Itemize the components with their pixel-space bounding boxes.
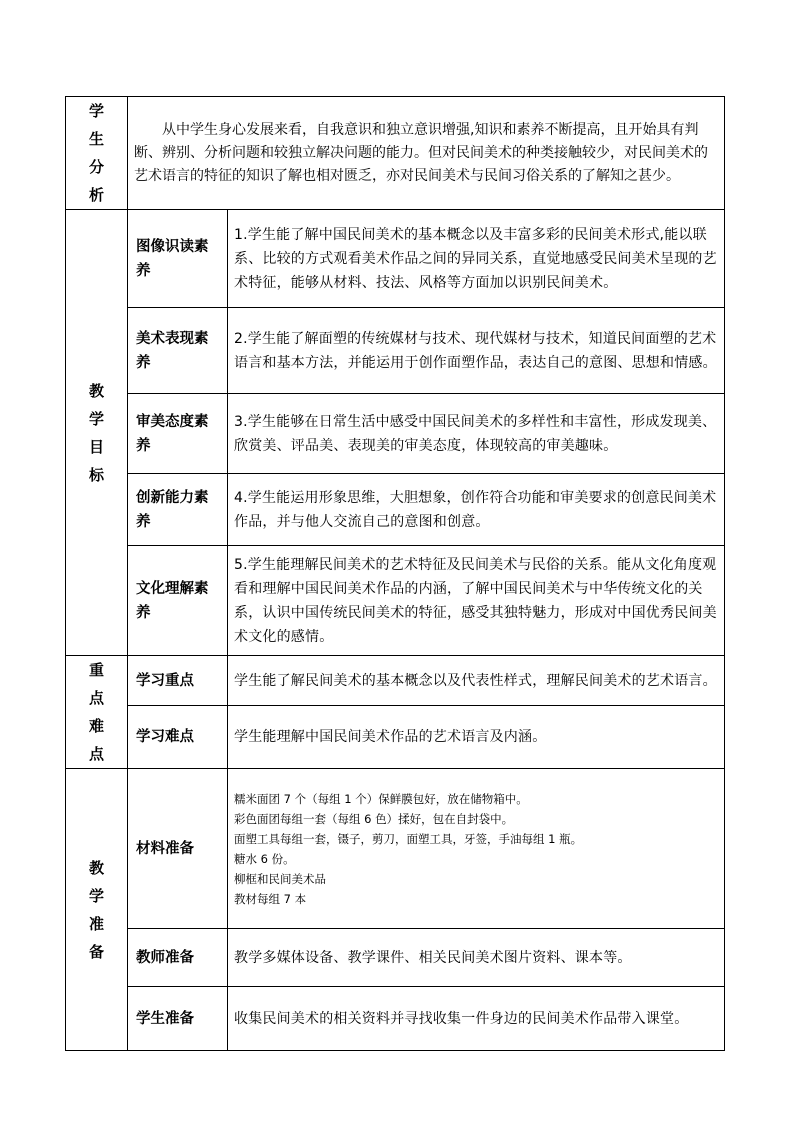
material-item: 糖水 6 份。	[234, 851, 295, 866]
prep-row-teacher	[66, 929, 725, 987]
prep-row-student	[66, 987, 725, 1051]
student-prep-text: 收集民间美术的相关资料并寻找收集一件身边的民间美术作品带入课堂。	[228, 987, 725, 1051]
keypoint-label: 学习重点	[128, 656, 228, 706]
goal-label: 文化理解素养	[128, 546, 228, 656]
material-item: 彩色面团每组一套（每组 6 色）揉好，包在自封袋中。	[234, 811, 514, 826]
goal-label: 美术表现素养	[128, 308, 228, 394]
goal-label: 图像识读素养	[128, 210, 228, 308]
material-item: 教材每组 7 本	[234, 891, 307, 906]
analysis-row	[66, 97, 725, 210]
prep-label: 教 学 准 备	[66, 769, 128, 1051]
goal-text: 5.学生能理解民间美术的艺术特征及民间美术与民俗的关系。能从文化角度观看和理解中国民间美术作品的内涵，了解中国民间美术与中华传统文化的关系，认识中国传统民间美术的特征，感受其独特魅力，形成对中国优秀民间美术文化的感情。	[228, 546, 725, 656]
goal-text: 4.学生能运用形象思维，大胆想象，创作符合功能和审美要求的创意民间美术作品，并与他人交流自己的意图和创意。	[228, 474, 725, 546]
analysis-text: 从中学生身心发展来看，自我意识和独立意识增强,知识和素养不断提高，且开始具有判断、辨别、分析问题和较独立解决问题的能力。但对民间美术的种类接触较少，对民间美术的艺术语言的特征的知识了解也相对匮乏，亦对民间美术与民间习俗关系的了解知之甚少。	[128, 97, 725, 210]
goal-row-5	[66, 546, 725, 656]
lesson-plan-table	[65, 96, 725, 1051]
keypoint-row-2	[66, 706, 725, 769]
goal-row-4	[66, 474, 725, 546]
goal-text: 1.学生能了解中国民间美术的基本概念以及丰富多彩的民间美术形式,能以联系、比较的方式观看美术作品之间的异同关系，直觉地感受民间美术呈现的艺术特征，能够从材料、技法、风格等方面加以识别民间美术。	[228, 210, 725, 308]
keypoints-label: 重 点 难 点	[66, 656, 128, 769]
goal-row-2	[66, 308, 725, 394]
student-prep-label: 学生准备	[128, 987, 228, 1051]
goal-text: 3.学生能够在日常生活中感受中国民间美术的多样性和丰富性，形成发现美、欣赏美、评品美、表现美的审美态度，体现较高的审美趣味。	[228, 394, 725, 474]
goal-row-1	[66, 210, 725, 308]
keypoint-text: 学生能了解民间美术的基本概念以及代表性样式，理解民间美术的艺术语言。	[228, 656, 725, 706]
keypoint-row-1	[66, 656, 725, 706]
goal-label: 创新能力素养	[128, 474, 228, 546]
material-item: 面塑工具每组一套，镊子，剪刀，面塑工具，牙签，手油每组 1 瓶。	[234, 831, 583, 846]
teacher-prep-text: 教学多媒体设备、教学课件、相关民间美术图片资料、课本等。	[228, 929, 725, 987]
teacher-prep-label: 教师准备	[128, 929, 228, 987]
keypoint-text: 学生能理解中国民间美术作品的艺术语言及内涵。	[228, 706, 725, 769]
material-item: 糯米面团 7 个（每组 1 个）保鲜膜包好，放在储物箱中。	[234, 791, 528, 806]
goals-label: 教 学 目 标	[66, 210, 128, 656]
material-item: 柳框和民间美术品	[234, 871, 326, 886]
goal-text: 2.学生能了解面塑的传统媒材与技术、现代媒材与技术，知道民间面塑的艺术语言和基本方法，并能运用于创作面塑作品，表达自己的意图、思想和情感。	[228, 308, 725, 394]
material-list	[228, 769, 725, 929]
prep-row-material	[66, 769, 725, 929]
keypoint-label: 学习难点	[128, 706, 228, 769]
goal-row-3	[66, 394, 725, 474]
goal-label: 审美态度素养	[128, 394, 228, 474]
material-label: 材料准备	[128, 769, 228, 929]
analysis-label: 学 生 分 析	[66, 97, 128, 210]
